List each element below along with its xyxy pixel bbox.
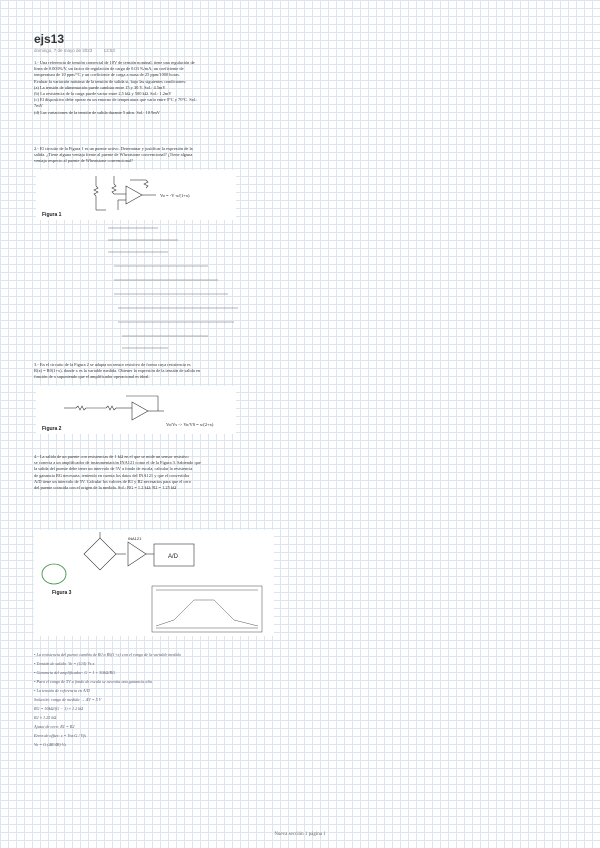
problem-line: de ganancia RG necesaria, teniendo en cuenta los datos del INA121 y que el convertidor <box>34 472 190 478</box>
figure-3-circuit <box>34 530 274 636</box>
datasheet-plot-inset <box>152 586 262 632</box>
figure-1-output: Vo = -V·x/(1+x) <box>160 193 190 198</box>
note-line: • La tensión de referencia en A/D <box>34 688 90 693</box>
page-date: domingo, 7 de mayo de 2023 <box>34 48 93 53</box>
problem-line: ventaja respecto al puente de Wheatstone convencional? <box>34 158 133 164</box>
problem-line: línea de 0.003%/V, un factor de regulación de carga de 0.03 %/mA, un coeficiente de <box>34 66 184 72</box>
problem-3-text <box>34 362 286 381</box>
note-line: Vo = G·(ΔR/4R)·Vs <box>34 742 67 747</box>
problem-line: del puente coincida con el origen de la medida. Sol.: RG = 1.2 kΩ; R2 = 1.25 kΩ <box>34 485 177 491</box>
problem-line: 3.- En el circuito de la Figura 2 se adapta un sensor resistivo de forma cuya resistencia es <box>34 362 191 367</box>
problem-line: salida. ¿Tiene alguna ventaja frente al puente de Wheatstone convencional? ¿Tiene alguna <box>34 152 193 158</box>
problem-1-text <box>34 60 286 116</box>
handwritten-notes <box>34 652 254 751</box>
problem-2-text <box>34 146 286 165</box>
problem-line: A/D tiene un intervalo de 5V. Calcular los valores de R1 y R2 necesarios para que el cero <box>34 478 191 484</box>
problem-line: (d) Las variaciones de la tensión de salida durante 5 años. Sol.: 10.9mV <box>34 109 160 115</box>
ina121-label: INA121 <box>128 536 142 541</box>
problem-line: (c) El dispositivo debe operar en un entorno de temperatura que varía entre 0°C y 70°C. Sol.: <box>34 97 198 103</box>
note-line: • Para el rango de 5V a fondo de escala se necesita una ganancia alta <box>34 679 152 684</box>
problem-line: se conecta a un amplificador de instrumentación INA121 como el de la Figura 3. Sabiendo que <box>34 460 201 466</box>
problem-line: 4.- La salida de un puente con resistencias de 1 kΩ en el que se mide un sensor resistivo <box>34 454 189 459</box>
sensor-highlight <box>42 564 66 584</box>
problem-line: 1.- Una referencia de tensión comercial de 10V de tensión nominal, tiene una regulación de <box>34 60 195 65</box>
note-line: RG = 50kΩ/(G − 1) ≈ 1.2 kΩ <box>34 706 84 711</box>
problem-line: 7mV <box>34 103 43 109</box>
figure-2 <box>36 386 236 434</box>
figure-2-output: Vo/Vs -> Vo/V0 = x/(2+x) <box>166 422 214 427</box>
problem-line: la salida del puente debe tener un intervalo de 5V a fondo de escala, calcular la resistencia <box>34 466 193 472</box>
problem-line: temperatura de 10 ppm/°C y un coeficiente de carga a masa de 25 ppm/1000 horas. <box>34 72 180 78</box>
page-footer: Nueva sección 1 página 1 <box>274 832 326 837</box>
note-line: R2 ≈ 1.25 kΩ <box>34 715 57 720</box>
figure-2-label: Figura 2 <box>42 426 62 432</box>
problem-4-text <box>34 454 286 491</box>
problem-line: (b) La resistencia de la carga puede variar entre 2,5 kΩ y 500 kΩ. Sol.: 1.2mV <box>34 91 172 97</box>
problem-line: función de x suponiendo que el amplificador operacional es ideal. <box>34 374 150 380</box>
figure-3 <box>34 530 274 636</box>
ad-converter-label: A/D <box>168 554 179 560</box>
page-meta <box>34 48 125 53</box>
problem-line: R(x) = R0(1+x), donde x es la variable medida. Obtener la expresión de la tensión de salida en <box>34 368 201 374</box>
problem-line: Evaluar la variación máxima de la tensión de salida si, bajo las siguientes condiciones: <box>34 78 187 84</box>
figure-2-circuit <box>36 386 236 434</box>
figure-1-circuit <box>36 170 236 220</box>
page-title: ejs13 <box>34 32 65 46</box>
figure-1-label: Figura 1 <box>42 212 62 218</box>
note-line: • Ganancia del amplificador: G = 1 + 50kΩ/RG <box>34 670 116 675</box>
problem-line: (a) La tensión de alimentación puede cambiar entre 15 y 30 V. Sol.: 4.5mV <box>34 84 166 90</box>
note-line: Error de offset: ε = Vos·G / Vfs <box>34 733 87 738</box>
figure-3-label: Figura 3 <box>52 590 72 596</box>
note-line: Solución: rango de medida → ΔV = 5 V <box>34 697 102 702</box>
note-line: • La resistencia del puente cambia de R0 a R0(1+x) con el rango de la variable medida <box>34 652 181 657</box>
figure-1 <box>36 170 236 220</box>
figure-1-derivation <box>98 222 248 356</box>
note-line: Ajuste de cero: R1 = R2 <box>34 724 75 729</box>
problem-line: 2.- El circuito de la Figura 1 es un puente activo. Determinar y justificar la expresión de la <box>34 146 193 151</box>
note-line: • Tensión de salida: Vo = (G/4)·Vs·x <box>34 661 95 666</box>
page-time: 13:53 <box>103 48 115 53</box>
derivation-svg <box>98 222 248 356</box>
